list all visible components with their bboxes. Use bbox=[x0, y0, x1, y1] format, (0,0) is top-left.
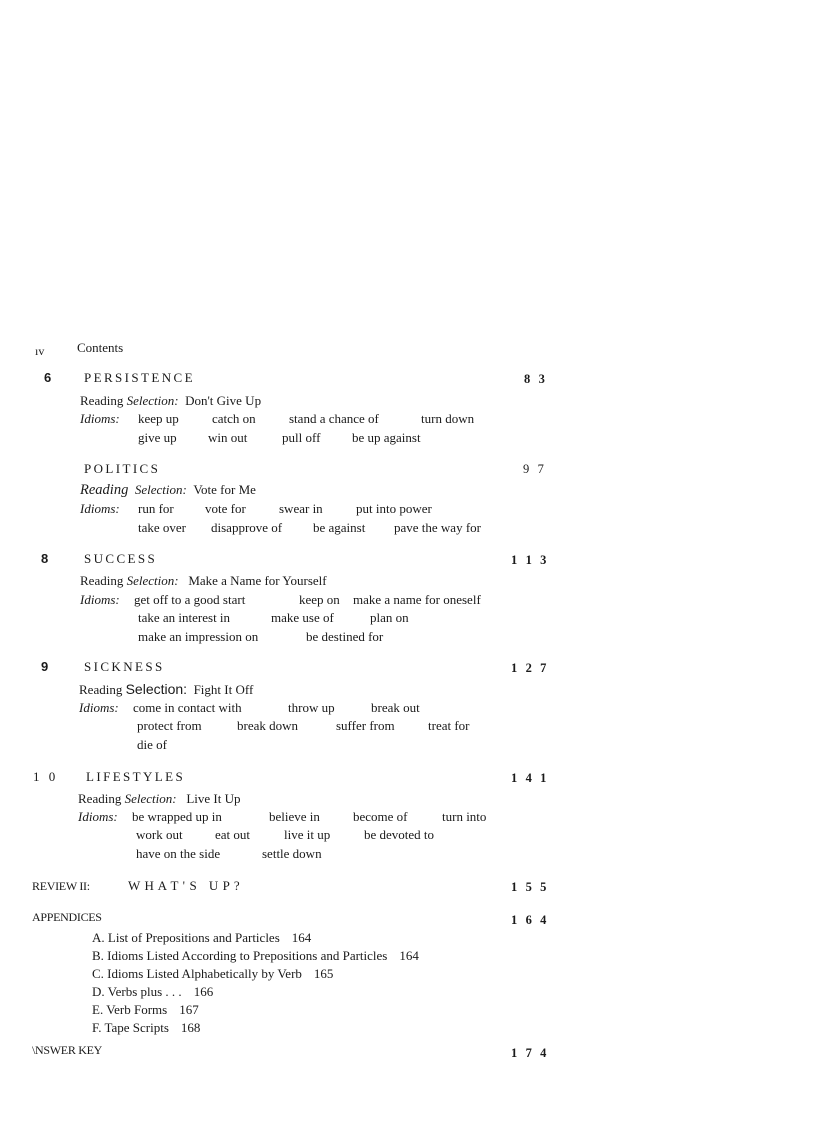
reading-label: Reading bbox=[79, 682, 123, 697]
idiom: take an interest in bbox=[138, 610, 231, 625]
chapter-number: 1 0 bbox=[33, 769, 59, 784]
idiom: work out bbox=[136, 827, 183, 842]
appendix-text: E. Verb Forms bbox=[92, 1002, 168, 1017]
review-page: 1 5 5 bbox=[511, 880, 549, 894]
chapter-page: 1 2 7 bbox=[511, 661, 549, 675]
appendix-page: 167 bbox=[179, 1002, 199, 1017]
reading-selection-line bbox=[78, 791, 240, 807]
review-label: REVIEW II: bbox=[32, 879, 90, 893]
idiom: get off to a good start bbox=[134, 592, 246, 607]
appendix-item[interactable] bbox=[92, 966, 333, 982]
chapter-number: 9 bbox=[41, 659, 49, 674]
chapter-page: 8 3 bbox=[524, 372, 548, 386]
running-header: Contents bbox=[77, 340, 124, 355]
idiom: be devoted to bbox=[364, 827, 435, 842]
appendix-item[interactable] bbox=[92, 930, 311, 946]
appendix-text: F. Tape Scripts bbox=[92, 1020, 169, 1035]
appendix-text: C. Idioms Listed Alphabetically by Verb bbox=[92, 966, 302, 981]
answer-key-page: 1 7 4 bbox=[511, 1046, 549, 1060]
selection-label: Selection: bbox=[126, 573, 179, 588]
appendix-page: 168 bbox=[180, 1020, 201, 1035]
idiom: put into power bbox=[356, 501, 432, 516]
idiom: swear in bbox=[279, 501, 323, 516]
chapter-title[interactable]: PERSISTENCE bbox=[84, 370, 195, 385]
selection-title: Fight It Off bbox=[193, 682, 254, 697]
reading-selection-line bbox=[80, 482, 256, 499]
idioms-label: Idioms: bbox=[78, 809, 118, 824]
idiom: suffer from bbox=[336, 718, 395, 733]
idiom: treat for bbox=[428, 718, 470, 733]
idiom: eat out bbox=[215, 827, 251, 842]
appendix-page: 164 bbox=[291, 930, 312, 945]
idiom: keep up bbox=[138, 411, 179, 426]
chapter-title[interactable]: SUCCESS bbox=[84, 551, 158, 566]
idiom: be against bbox=[313, 520, 366, 535]
chapter-page: 1 1 3 bbox=[511, 553, 549, 567]
chapter-title[interactable]: LIFESTYLES bbox=[86, 769, 186, 784]
selection-title: Live It Up bbox=[186, 791, 241, 806]
chapter-number: 8 bbox=[41, 551, 49, 566]
page-number: ıv bbox=[35, 344, 45, 358]
selection-label: Selection: bbox=[126, 393, 179, 408]
idiom: be destined for bbox=[306, 629, 384, 644]
appendix-item[interactable] bbox=[92, 1020, 200, 1036]
idiom: pave the way for bbox=[394, 520, 481, 535]
idiom: come in contact with bbox=[133, 700, 242, 715]
idiom: throw up bbox=[288, 700, 335, 715]
appendices-label[interactable]: APPENDICES bbox=[32, 910, 102, 924]
idiom: turn down bbox=[421, 411, 475, 426]
appendix-item[interactable] bbox=[92, 984, 213, 1000]
idiom: make an impression on bbox=[138, 629, 259, 644]
idiom: plan on bbox=[370, 610, 409, 625]
selection-title: Vote for Me bbox=[193, 482, 256, 497]
selection-label: Selection: bbox=[124, 791, 177, 806]
selection-label: Selection: bbox=[125, 681, 188, 697]
idiom: believe in bbox=[269, 809, 320, 824]
idiom: disapprove of bbox=[211, 520, 283, 535]
appendix-item[interactable] bbox=[92, 1002, 199, 1018]
chapter-page: 9 7 bbox=[523, 462, 547, 476]
selection-title: Don't Give Up bbox=[185, 393, 262, 408]
idiom: give up bbox=[138, 430, 177, 445]
idiom: catch on bbox=[212, 411, 256, 426]
reading-selection-line bbox=[79, 681, 253, 698]
idiom: pull off bbox=[282, 430, 321, 445]
idiom: become of bbox=[353, 809, 408, 824]
idiom: protect from bbox=[137, 718, 202, 733]
idiom: be wrapped up in bbox=[132, 809, 222, 824]
chapter-title[interactable]: POLITICS bbox=[84, 461, 161, 476]
chapter-page: 1 4 1 bbox=[511, 771, 549, 785]
reading-label: Reading bbox=[78, 791, 122, 806]
reading-label: Reading bbox=[80, 573, 124, 588]
idiom: break out bbox=[371, 700, 420, 715]
appendix-text: B. Idioms Listed According to Prepositions and Particles bbox=[92, 948, 388, 963]
selection-title: Make a Name for Yourself bbox=[188, 573, 327, 588]
idiom: vote for bbox=[205, 501, 246, 516]
appendix-text: A. List of Prepositions and Particles bbox=[92, 930, 280, 945]
review-title[interactable]: W H A T ' S U P ? bbox=[128, 878, 241, 893]
reading-label: Reading bbox=[80, 393, 124, 408]
idiom: die of bbox=[137, 737, 167, 752]
reading-selection-line bbox=[80, 573, 327, 589]
appendix-item[interactable] bbox=[92, 948, 419, 964]
idioms-label: Idioms: bbox=[80, 592, 120, 607]
selection-label: Selection: bbox=[134, 482, 187, 497]
appendix-text: D. Verbs plus . . . bbox=[92, 984, 182, 999]
idioms-label: Idioms: bbox=[80, 411, 120, 426]
idiom: break down bbox=[237, 718, 299, 733]
idiom: win out bbox=[208, 430, 248, 445]
reading-label: Reading bbox=[80, 482, 129, 498]
idioms-label: Idioms: bbox=[80, 501, 120, 516]
idiom: have on the side bbox=[136, 846, 221, 861]
idiom: live it up bbox=[284, 827, 331, 842]
idiom: make a name for oneself bbox=[353, 592, 481, 607]
appendix-page: 166 bbox=[193, 984, 214, 999]
appendix-page: 164 bbox=[399, 948, 419, 963]
idiom: take over bbox=[138, 520, 187, 535]
idiom: turn into bbox=[442, 809, 487, 824]
answer-key-label[interactable]: \NSWER KEY bbox=[32, 1043, 102, 1057]
idiom: stand a chance of bbox=[289, 411, 379, 426]
appendices-page: 1 6 4 bbox=[511, 913, 549, 927]
chapter-title[interactable]: SICKNESS bbox=[84, 659, 165, 674]
idioms-label: Idioms: bbox=[79, 700, 119, 715]
idiom: run for bbox=[138, 501, 174, 516]
reading-selection-line bbox=[80, 393, 261, 409]
idiom: be up against bbox=[352, 430, 421, 445]
idiom: keep on bbox=[299, 592, 340, 607]
chapter-number: 6 bbox=[44, 370, 52, 385]
idiom: make use of bbox=[271, 610, 334, 625]
idiom: settle down bbox=[262, 846, 322, 861]
appendix-page: 165 bbox=[313, 966, 334, 981]
